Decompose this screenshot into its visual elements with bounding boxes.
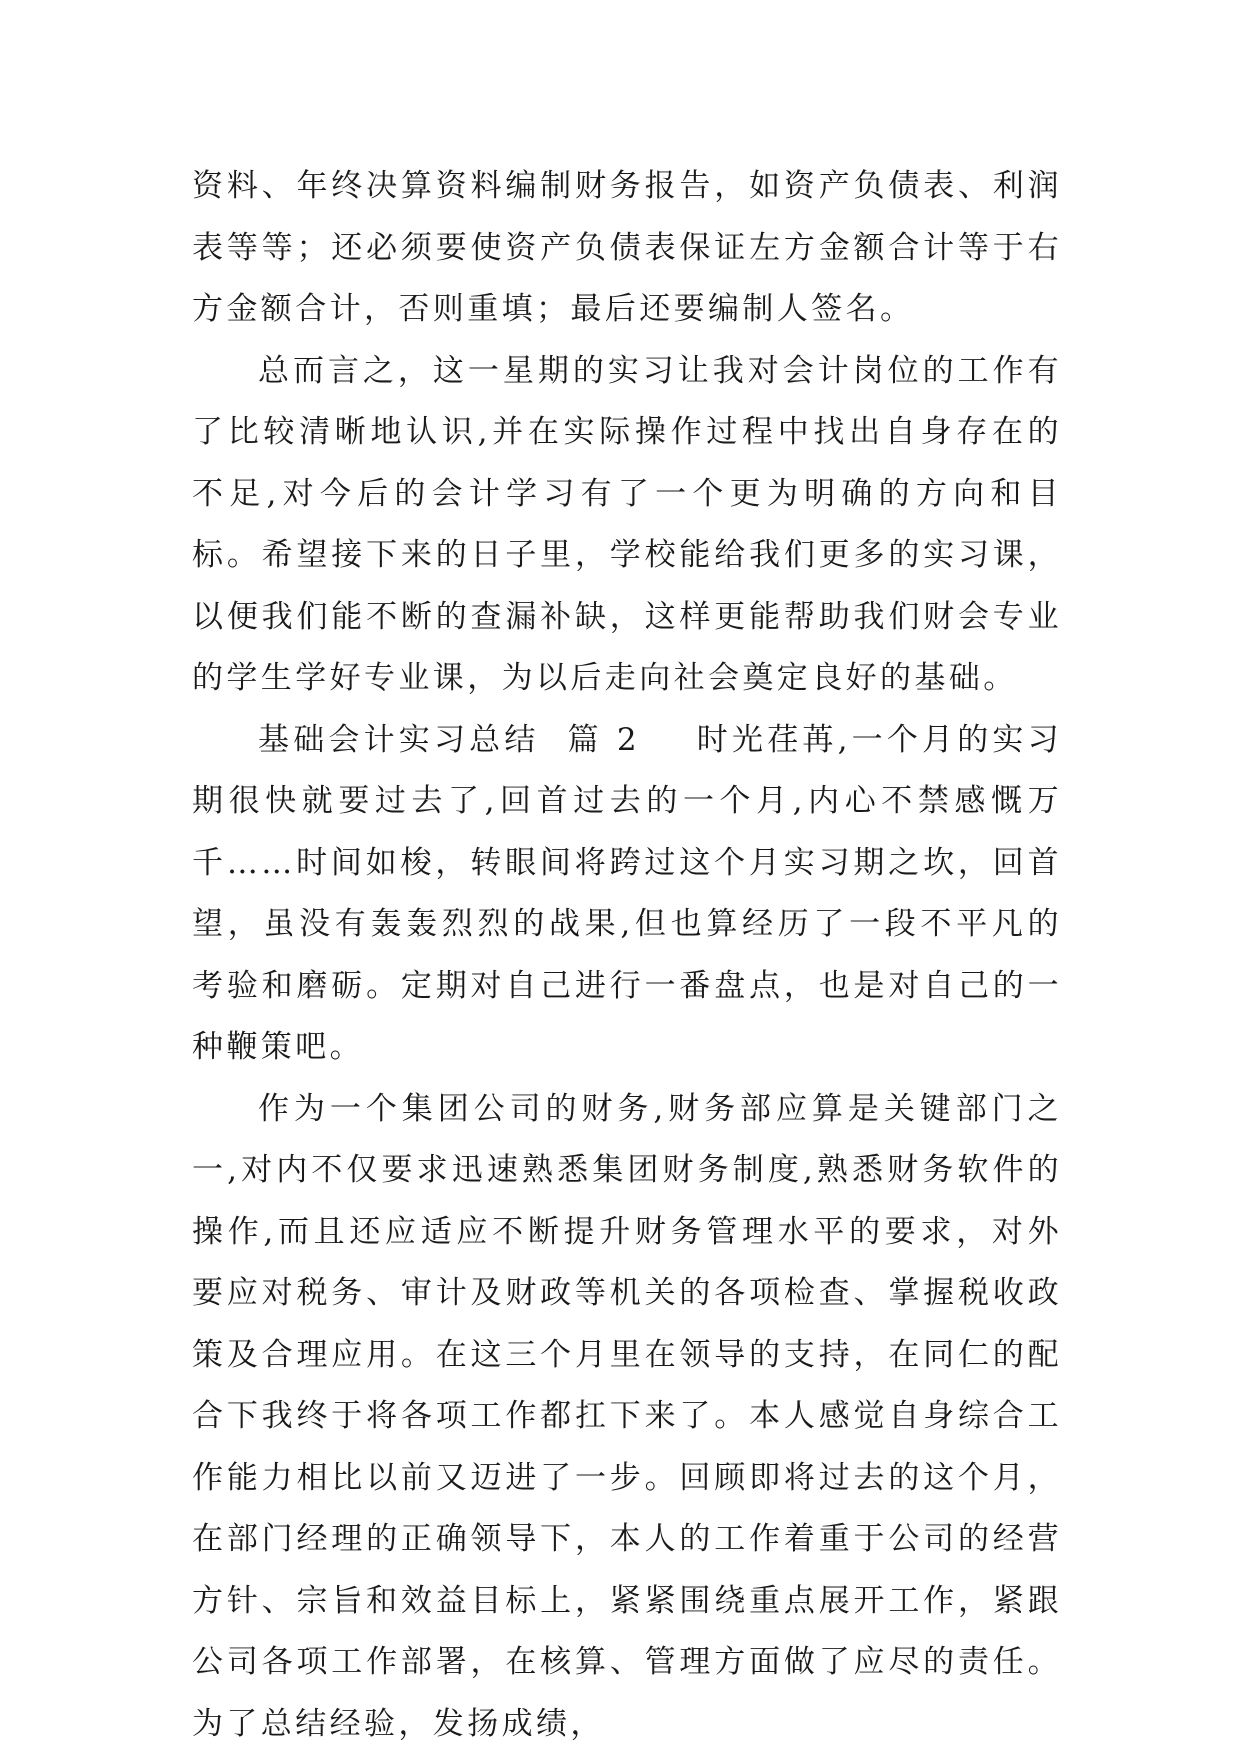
paragraph-2: 总而言之，这一星期的实习让我对会计岗位的工作有了比较清晰地认识,并在实际操作过程中找出自身存在的不足,对今后的会计学习有了一个更为明确的方向和目标。希望接下来的日子里，学校能给我们更多的实习课，以便我们能不断的查漏补缺，这样更能帮助我们财会专业的学生学好专业课，为以后走向社会奠定良好的基础。 bbox=[192, 341, 1062, 710]
paragraph-3-text: 时光荏苒,一个月的实习期很快就要过去了,回首过去的一个月,内心不禁感慨万千……时间如梭，转眼间将跨过这个月实习期之坎，回首望，虽没有轰轰烈烈的战果,但也算经历了一段不平凡的考验和磨砺。定期对自己进行一番盘点，也是对自己的一种鞭策吧。 bbox=[192, 722, 1062, 1066]
paragraph-1: 资料、年终决算资料编制财务报告，如资产负债表、利润表等等；还必须要使资产负债表保证左方金额合计等于右方金额合计，否则重填；最后还要编制人签名。 bbox=[192, 156, 1062, 341]
paragraph-4: 作为一个集团公司的财务,财务部应算是关键部门之一,对内不仅要求迅速熟悉集团财务制度,熟悉财务软件的操作,而且还应适应不断提升财务管理水平的要求，对外要应对税务、审计及财政等机关的各项检查、掌握税收政策及合理应用。在这三个月里在领导的支持，在同仁的配合下我终于将各项工作都扛下来了。本人感觉自身综合工作能力相比以前又迈进了一步。回顾即将过去的这个月，在部门经理的正确领导下，本人的工作着重于公司的经营方针、宗旨和效益目标上，紧紧围绕重点展开工作，紧跟公司各项工作部署，在核算、管理方面做了应尽的责任。为了总结经验，发扬成绩， bbox=[192, 1079, 1062, 1755]
document-body bbox=[192, 156, 1062, 1755]
section-heading: 基础会计实习总结 篇 2 bbox=[258, 722, 640, 758]
paragraph-3 bbox=[192, 710, 1062, 1079]
